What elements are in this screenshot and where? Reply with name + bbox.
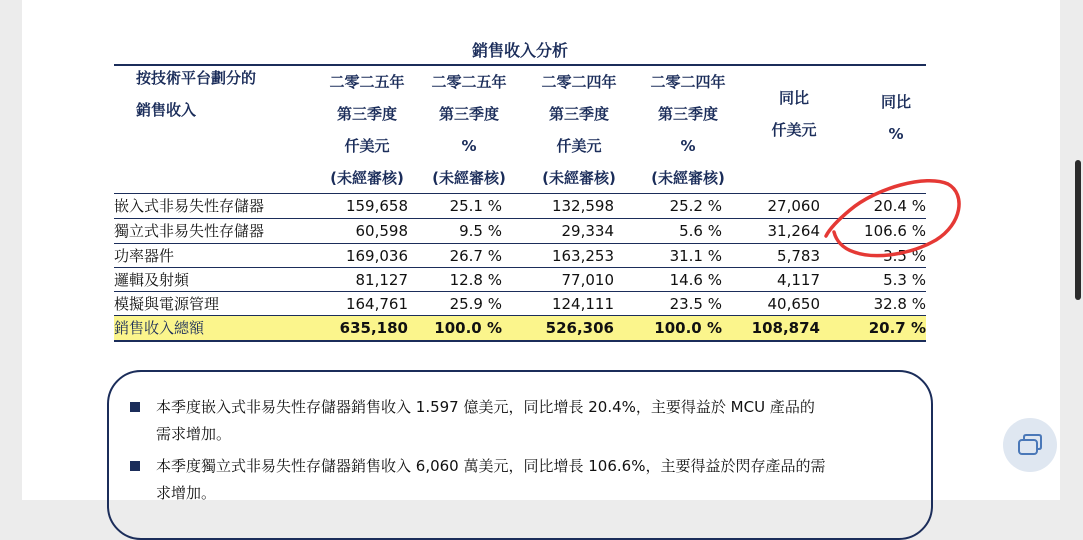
total-label: 銷售收入總額 xyxy=(114,319,205,337)
header-col-5-line: 仟美元 xyxy=(771,121,817,139)
cell: 124,111 xyxy=(551,295,614,313)
red-circle-annotation-icon xyxy=(816,176,966,260)
cell: 163,253 xyxy=(551,247,614,265)
total-row xyxy=(114,316,926,340)
cell: 29,334 xyxy=(561,222,614,240)
header-col-3-line: 二零二四年 xyxy=(541,73,617,91)
cell: 31,264 xyxy=(767,222,820,240)
cell: 23.5 % xyxy=(669,295,722,313)
header-first-line-1: 按技術平台劃分的 xyxy=(136,69,257,87)
row-divider xyxy=(114,291,926,292)
row-divider xyxy=(114,193,926,194)
table-title: 銷售收入分析 xyxy=(471,41,568,60)
cell: 5,783 xyxy=(777,247,820,265)
total-cell: 20.7 % xyxy=(868,319,926,337)
header-col-3-line: (未經審核) xyxy=(542,169,616,187)
row-divider xyxy=(114,243,926,244)
header-col-3-line: 仟美元 xyxy=(556,137,602,155)
cell: 25.9 % xyxy=(449,295,502,313)
cell: 25.2 % xyxy=(669,197,722,215)
cell: 32.8 % xyxy=(873,295,926,313)
header-col-4-line: (未經審核) xyxy=(651,169,725,187)
row-label: 邏輯及射頻 xyxy=(114,271,190,289)
cell: 14.6 % xyxy=(669,271,722,289)
table-row xyxy=(114,244,926,268)
cell: 20.4 % xyxy=(873,197,926,215)
header-col-4 xyxy=(638,66,738,194)
cell: 5.6 % xyxy=(679,222,722,240)
cell: 4,117 xyxy=(777,271,820,289)
table-row xyxy=(114,194,926,218)
cell: 106.6 % xyxy=(864,222,926,240)
copy-button[interactable] xyxy=(1003,418,1057,472)
cell: 81,127 xyxy=(355,271,408,289)
header-col-4-line: % xyxy=(680,137,696,155)
cell: 164,761 xyxy=(345,295,408,313)
header-col-1-line: 仟美元 xyxy=(344,137,390,155)
header-col-5-line: 同比 xyxy=(778,89,809,107)
cell: 169,036 xyxy=(345,247,408,265)
header-col-2-line: % xyxy=(461,137,477,155)
note-line: 需求增加。 xyxy=(156,425,232,443)
header-col-6 xyxy=(856,86,936,150)
header-col-2-line: 二零二五年 xyxy=(431,73,507,91)
header-col-4-line: 第三季度 xyxy=(657,105,718,123)
header-col-2-line: 第三季度 xyxy=(438,105,499,123)
cell: 40,650 xyxy=(767,295,820,313)
total-cell: 108,874 xyxy=(751,319,820,337)
total-cell: 100.0 % xyxy=(654,319,722,337)
header-col-2-line: (未經審核) xyxy=(432,169,506,187)
note-line: 求增加。 xyxy=(156,484,217,502)
note-line: 本季度獨立式非易失性存儲器銷售收入 6,060 萬美元，同比增長 106.6%，主要得益於閃存產品的需 xyxy=(156,457,826,475)
total-cell: 635,180 xyxy=(339,319,408,337)
header-first-line-2: 銷售收入 xyxy=(136,101,197,119)
scrollbar[interactable] xyxy=(1075,160,1081,300)
cell: 159,658 xyxy=(345,197,408,215)
cell: 77,010 xyxy=(561,271,614,289)
row-divider xyxy=(114,315,926,316)
header-col-5 xyxy=(754,82,834,146)
header-col-3 xyxy=(526,66,632,194)
cell: 25.1 % xyxy=(449,197,502,215)
cell: 5.3 % xyxy=(883,271,926,289)
header-col-1 xyxy=(318,66,416,194)
cell: 31.1 % xyxy=(669,247,722,265)
row-label: 模擬與電源管理 xyxy=(114,295,220,313)
cell: 27,060 xyxy=(767,197,820,215)
header-col-2 xyxy=(420,66,518,194)
row-label: 功率器件 xyxy=(114,247,175,265)
row-divider xyxy=(114,218,926,219)
header-col-6-line: 同比 xyxy=(880,93,911,111)
header-col-1-line: (未經審核) xyxy=(330,169,404,187)
header-col-1-line: 第三季度 xyxy=(336,105,397,123)
row-label: 嵌入式非易失性存儲器 xyxy=(114,197,265,215)
table-row xyxy=(114,219,926,243)
cell: 26.7 % xyxy=(449,247,502,265)
bullet-square-icon xyxy=(130,402,140,412)
copy-icon xyxy=(1017,432,1043,458)
total-cell: 526,306 xyxy=(545,319,614,337)
cell: 3.5 % xyxy=(883,247,926,265)
cell: 132,598 xyxy=(551,197,614,215)
cell: 12.8 % xyxy=(449,271,502,289)
header-col-4-line: 二零二四年 xyxy=(650,73,726,91)
table-row xyxy=(114,268,926,292)
header-col-6-line: % xyxy=(888,125,904,143)
header-col-1-line: 二零二五年 xyxy=(329,73,405,91)
header-col-3-line: 第三季度 xyxy=(548,105,609,123)
header-first-col xyxy=(136,62,316,126)
cell: 60,598 xyxy=(355,222,408,240)
row-label: 獨立式非易失性存儲器 xyxy=(114,222,265,240)
bullet-square-icon xyxy=(130,461,140,471)
row-divider xyxy=(114,267,926,268)
table-row xyxy=(114,292,926,316)
total-cell: 100.0 % xyxy=(434,319,502,337)
table-bottom-rule xyxy=(114,340,926,342)
note-line: 本季度嵌入式非易失性存儲器銷售收入 1.597 億美元，同比增長 20.4%，主要得益於 MCU 產品的 xyxy=(156,398,815,416)
cell: 9.5 % xyxy=(459,222,502,240)
